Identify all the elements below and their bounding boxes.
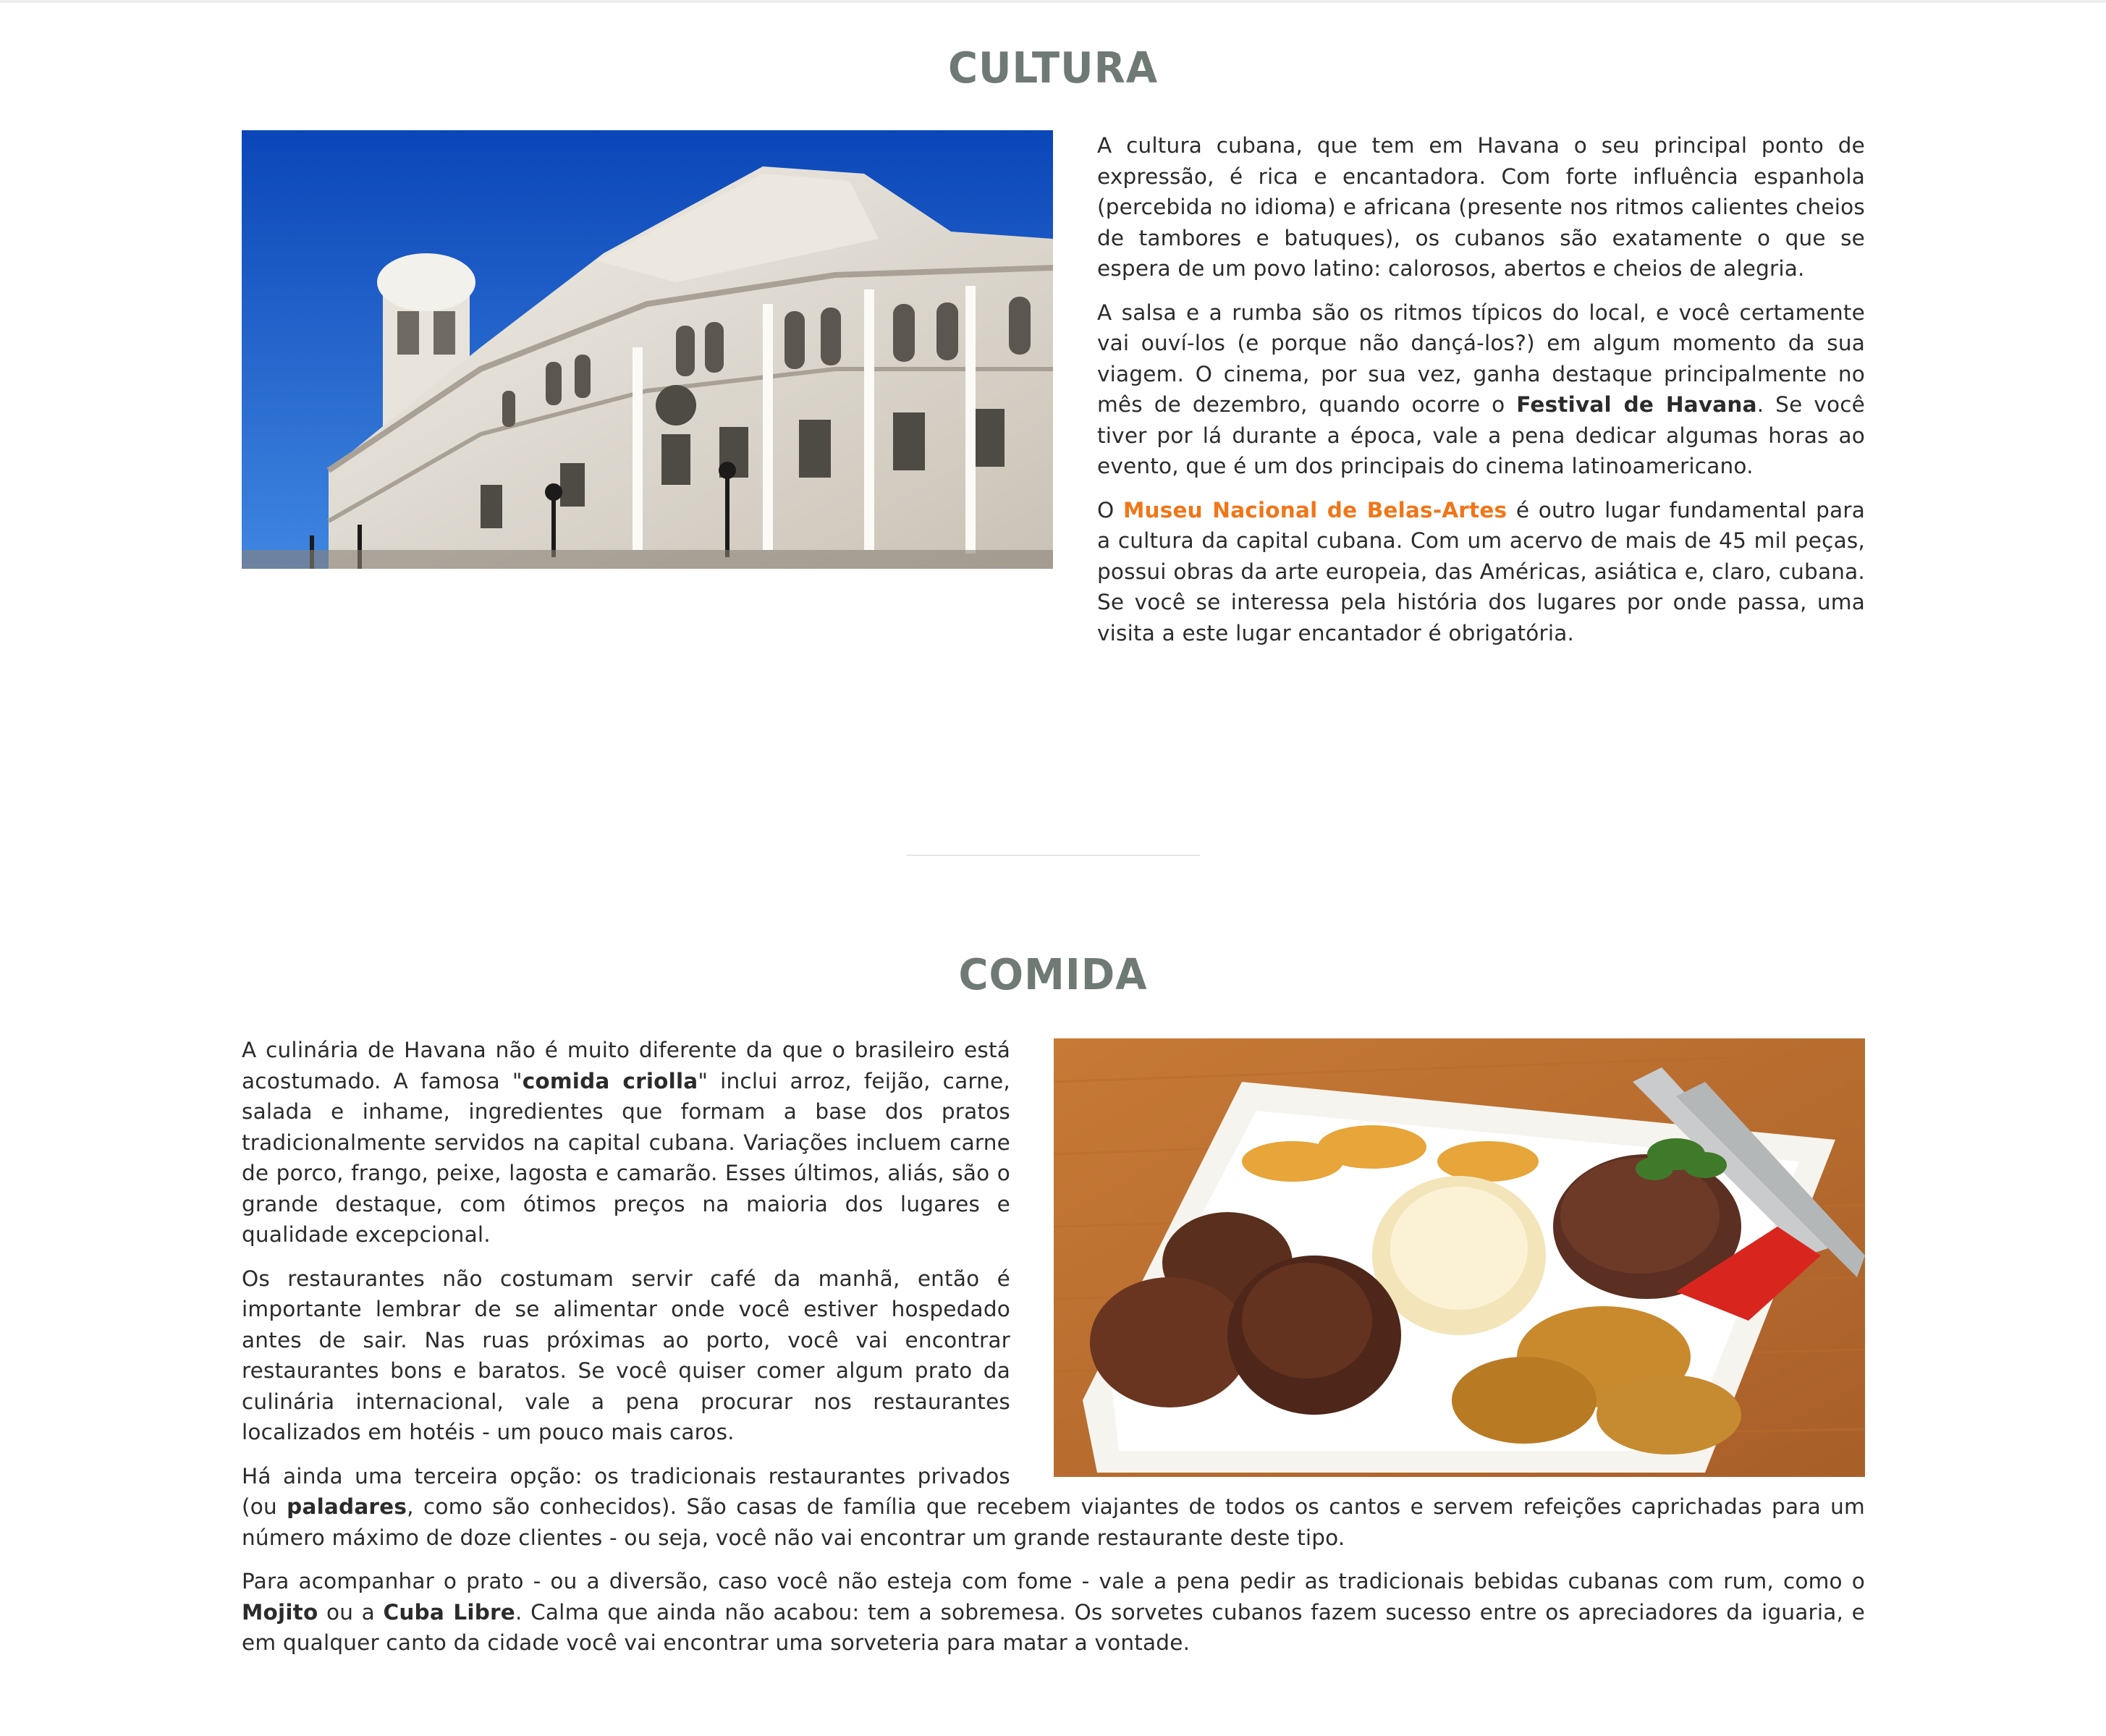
festival-havana-strong: Festival de Havana [1516, 392, 1757, 417]
comida-paragraph-1: A culinária de Havana não é muito diferente da que o brasileiro está acostumado. A famosa "comida criolla" inclui arroz, feijão, carne, salada e inhame, ingredientes que formam a base dos pratos tradicionalmente servidos na capital cubana. Variações incluem carne de porco, frango, peixe, lagosta e camarão. Esses últimos, aliás, são o grande destaque, com ótimos preços na maioria dos lugares e qualidade excepcional. [242, 1038, 1010, 1247]
comida-paragraph-3: Há ainda uma terceira opção: os tradicionais restaurantes privados (ou paladares, como são conhecidos). São casas de família que recebem viajantes de todos os cantos e servem refeições caprichadas para um número máximo de doze clientes - ou seja, você não vai encontrar um grande restaurante deste tipo. [242, 1463, 1865, 1550]
comida-criolla-strong: comida criolla [522, 1068, 698, 1093]
museu-belas-artes-link[interactable]: Museu Nacional de Belas-Artes [1122, 497, 1507, 522]
comida-paragraph-4: Para acompanhar o prato - ou a diversão, caso você não esteja com fome - vale a pena pedir as tradicionais bebidas cubanas com rum, como o Mojito ou a Cuba Libre. Calma que ainda não acabou: tem a sobremesa. Os sorvetes cubanos fazem sucesso entre os apreciadores da iguaria, e em qualquer canto da cidade você vai encontrar uma sorveteria para matar a vontade. [242, 1569, 1866, 1655]
comida-paragraph-2: Os restaurantes não costumam servir café da manhã, então é importante lembrar de se alimentar onde você estiver hospedado antes de sair. Nas ruas próximas ao porto, você vai encontrar restaurantes bons e baratos. Se você quiser comer algum prato da culinária internacional, vale a pena procurar nos restaurantes localizados em hotéis - um pouco mais caros. [242, 1266, 1010, 1444]
section-title-comida: COMIDA [958, 950, 1148, 1000]
cultura-paragraph-3: O Museu Nacional de Belas-Artes é outro lugar fundamental para a cultura da capital cubana. Com um acervo de mais de 45 mil peças, possui obras da arte europeia, das Américas, asiática e, claro, cubana. Se você se interessa pela história dos lugares por onde passa, uma visita a este lugar encantador é obrigatória. [1097, 497, 1865, 645]
cultura-paragraph-2: A salsa e a rumba são os ritmos típicos do local, e você certamente vai ouví-los (e porque não dançá-los?) em algum momento da sua viagem. O cinema, por sua vez, ganha destaque principalmente no mês de dezembro, quando ocorre o Festival de Havana. Se você tiver por lá durante a época, vale a pena dedicar algumas horas ao evento, que é um dos principais do cinema latinoamericano. [1097, 300, 1865, 478]
top-border [0, 0, 2106, 3]
cultura-paragraph-1: A cultura cubana, que tem em Havana o seu principal ponto de expressão, é rica e encantadora. Com forte influência espanhola (percebida no idioma) e africana (presente nos ritmos calientes cheios de tambores e batuques), os cubanos são exatamente o que se espera de um povo latino: calorosos, abertos e cheios de alegria. [1097, 133, 1865, 281]
cultura-text [1097, 130, 1865, 661]
cuba-libre-strong: Cuba Libre [383, 1599, 515, 1625]
comida-image [1054, 1038, 1865, 1477]
paladares-strong: paladares [287, 1494, 407, 1519]
comida-text [242, 1035, 1865, 1672]
mojito-strong: Mojito [242, 1599, 318, 1625]
cultura-image [242, 130, 1053, 569]
section-title-cultura: CULTURA [947, 43, 1159, 93]
section-divider [906, 855, 1200, 856]
